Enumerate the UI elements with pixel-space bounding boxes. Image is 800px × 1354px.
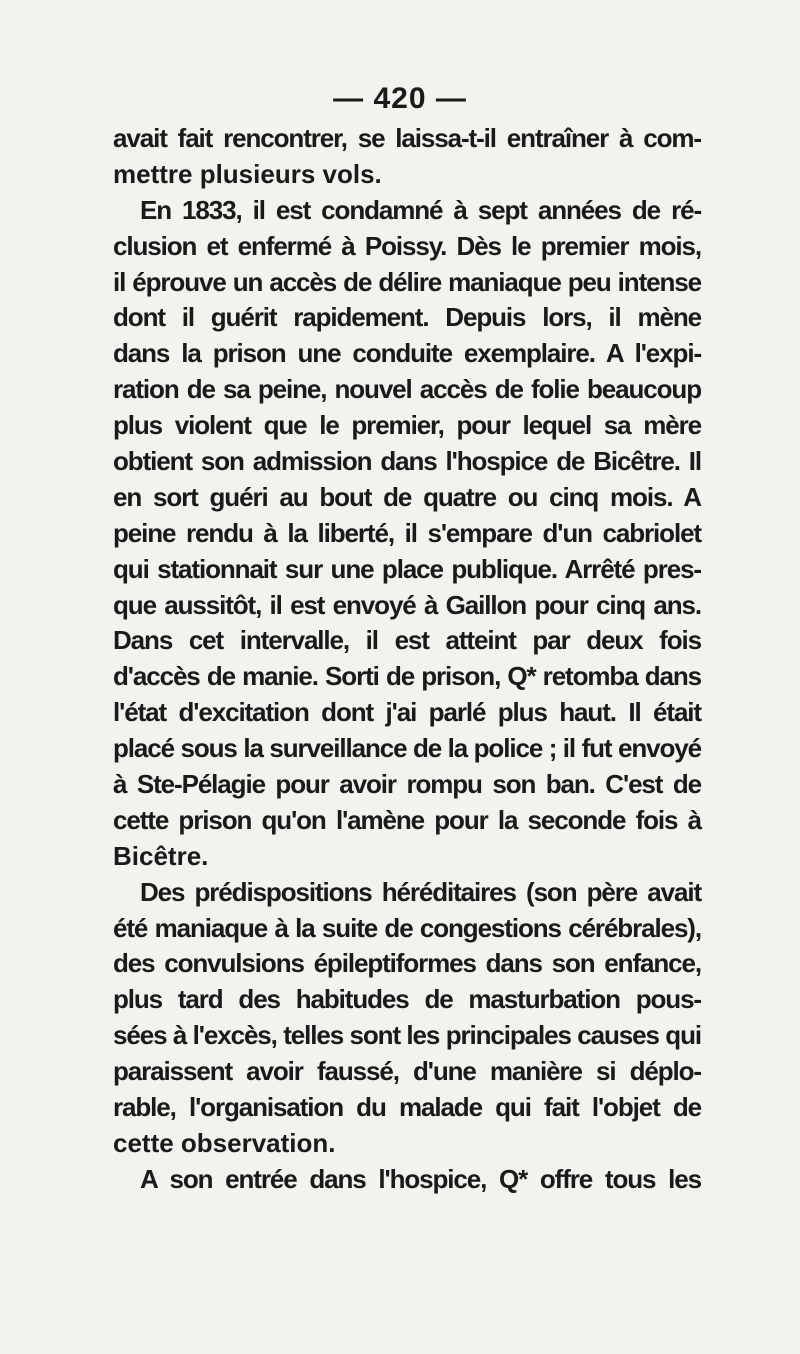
text-line: Dans cet intervalle, il est atteint par deux fois bbox=[113, 625, 701, 656]
text-line: avait fait rencontrer, se laissa-t-il entraîner à com- bbox=[113, 123, 701, 153]
text-line: qui stationnait sur une place publique. Arrêté pres- bbox=[113, 553, 701, 584]
text-line: sées à l'excès, telles sont les principales causes qui bbox=[113, 1020, 701, 1051]
text-line: cette prison qu'on l'amène pour la seconde fois à bbox=[113, 804, 701, 835]
text-line: à Ste-Pélagie pour avoir rompu son ban. C'est de bbox=[113, 769, 701, 800]
text-line: clusion et enfermé à Poissy. Dès le premier mois, bbox=[113, 230, 701, 261]
text-line: cette observation. bbox=[113, 1127, 336, 1158]
text-line: il éprouve un accès de délire maniaque peu intense bbox=[113, 266, 701, 297]
text-line: placé sous la surveillance de la police ; il fut envoyé bbox=[113, 733, 701, 764]
text-line: A son entrée dans l'hospice, Q* offre tous les bbox=[140, 1163, 701, 1194]
body-text bbox=[113, 121, 701, 1198]
text-line: en sort guéri au bout de quatre ou cinq mois. A bbox=[113, 481, 701, 512]
text-line: Bicêtre. bbox=[113, 840, 209, 871]
text-line: dans la prison une conduite exemplaire. A l'expi- bbox=[113, 338, 701, 369]
text-line: peine rendu à la liberté, il s'empare d'un cabriolet bbox=[113, 517, 701, 548]
text-line: des convulsions épileptiformes dans son enfance, bbox=[113, 948, 701, 979]
text-line: plus tard des habitudes de masturbation pous- bbox=[113, 984, 701, 1015]
text-line: mettre plusieurs vols. bbox=[113, 158, 382, 189]
text-line: dont il guérit rapidement. Depuis lors, il mène bbox=[113, 302, 701, 333]
text-line: l'état d'excitation dont j'ai parlé plus haut. Il était bbox=[113, 697, 701, 728]
text-line: paraissent avoir faussé, d'une manière si déplo- bbox=[113, 1056, 701, 1087]
text-line: ration de sa peine, nouvel accès de folie beaucoup bbox=[113, 374, 701, 405]
text-line: rable, l'organisation du malade qui fait l'objet de bbox=[113, 1092, 701, 1123]
text-line: que aussitôt, il est envoyé à Gaillon pour cinq ans. bbox=[113, 589, 701, 620]
page-number: — 420 — bbox=[333, 82, 467, 115]
text-line: En 1833, il est condamné à sept années de ré- bbox=[140, 194, 701, 225]
text-line: d'accès de manie. Sorti de prison, Q* retomba dans bbox=[113, 661, 701, 692]
text-line: Des prédispositions héréditaires (son père avait bbox=[140, 876, 701, 907]
text-line: obtient son admission dans l'hospice de Bicêtre. Il bbox=[113, 446, 701, 477]
text-line: plus violent que le premier, pour lequel sa mère bbox=[113, 410, 701, 441]
text-line: été maniaque à la suite de congestions cérébrales), bbox=[113, 912, 701, 943]
